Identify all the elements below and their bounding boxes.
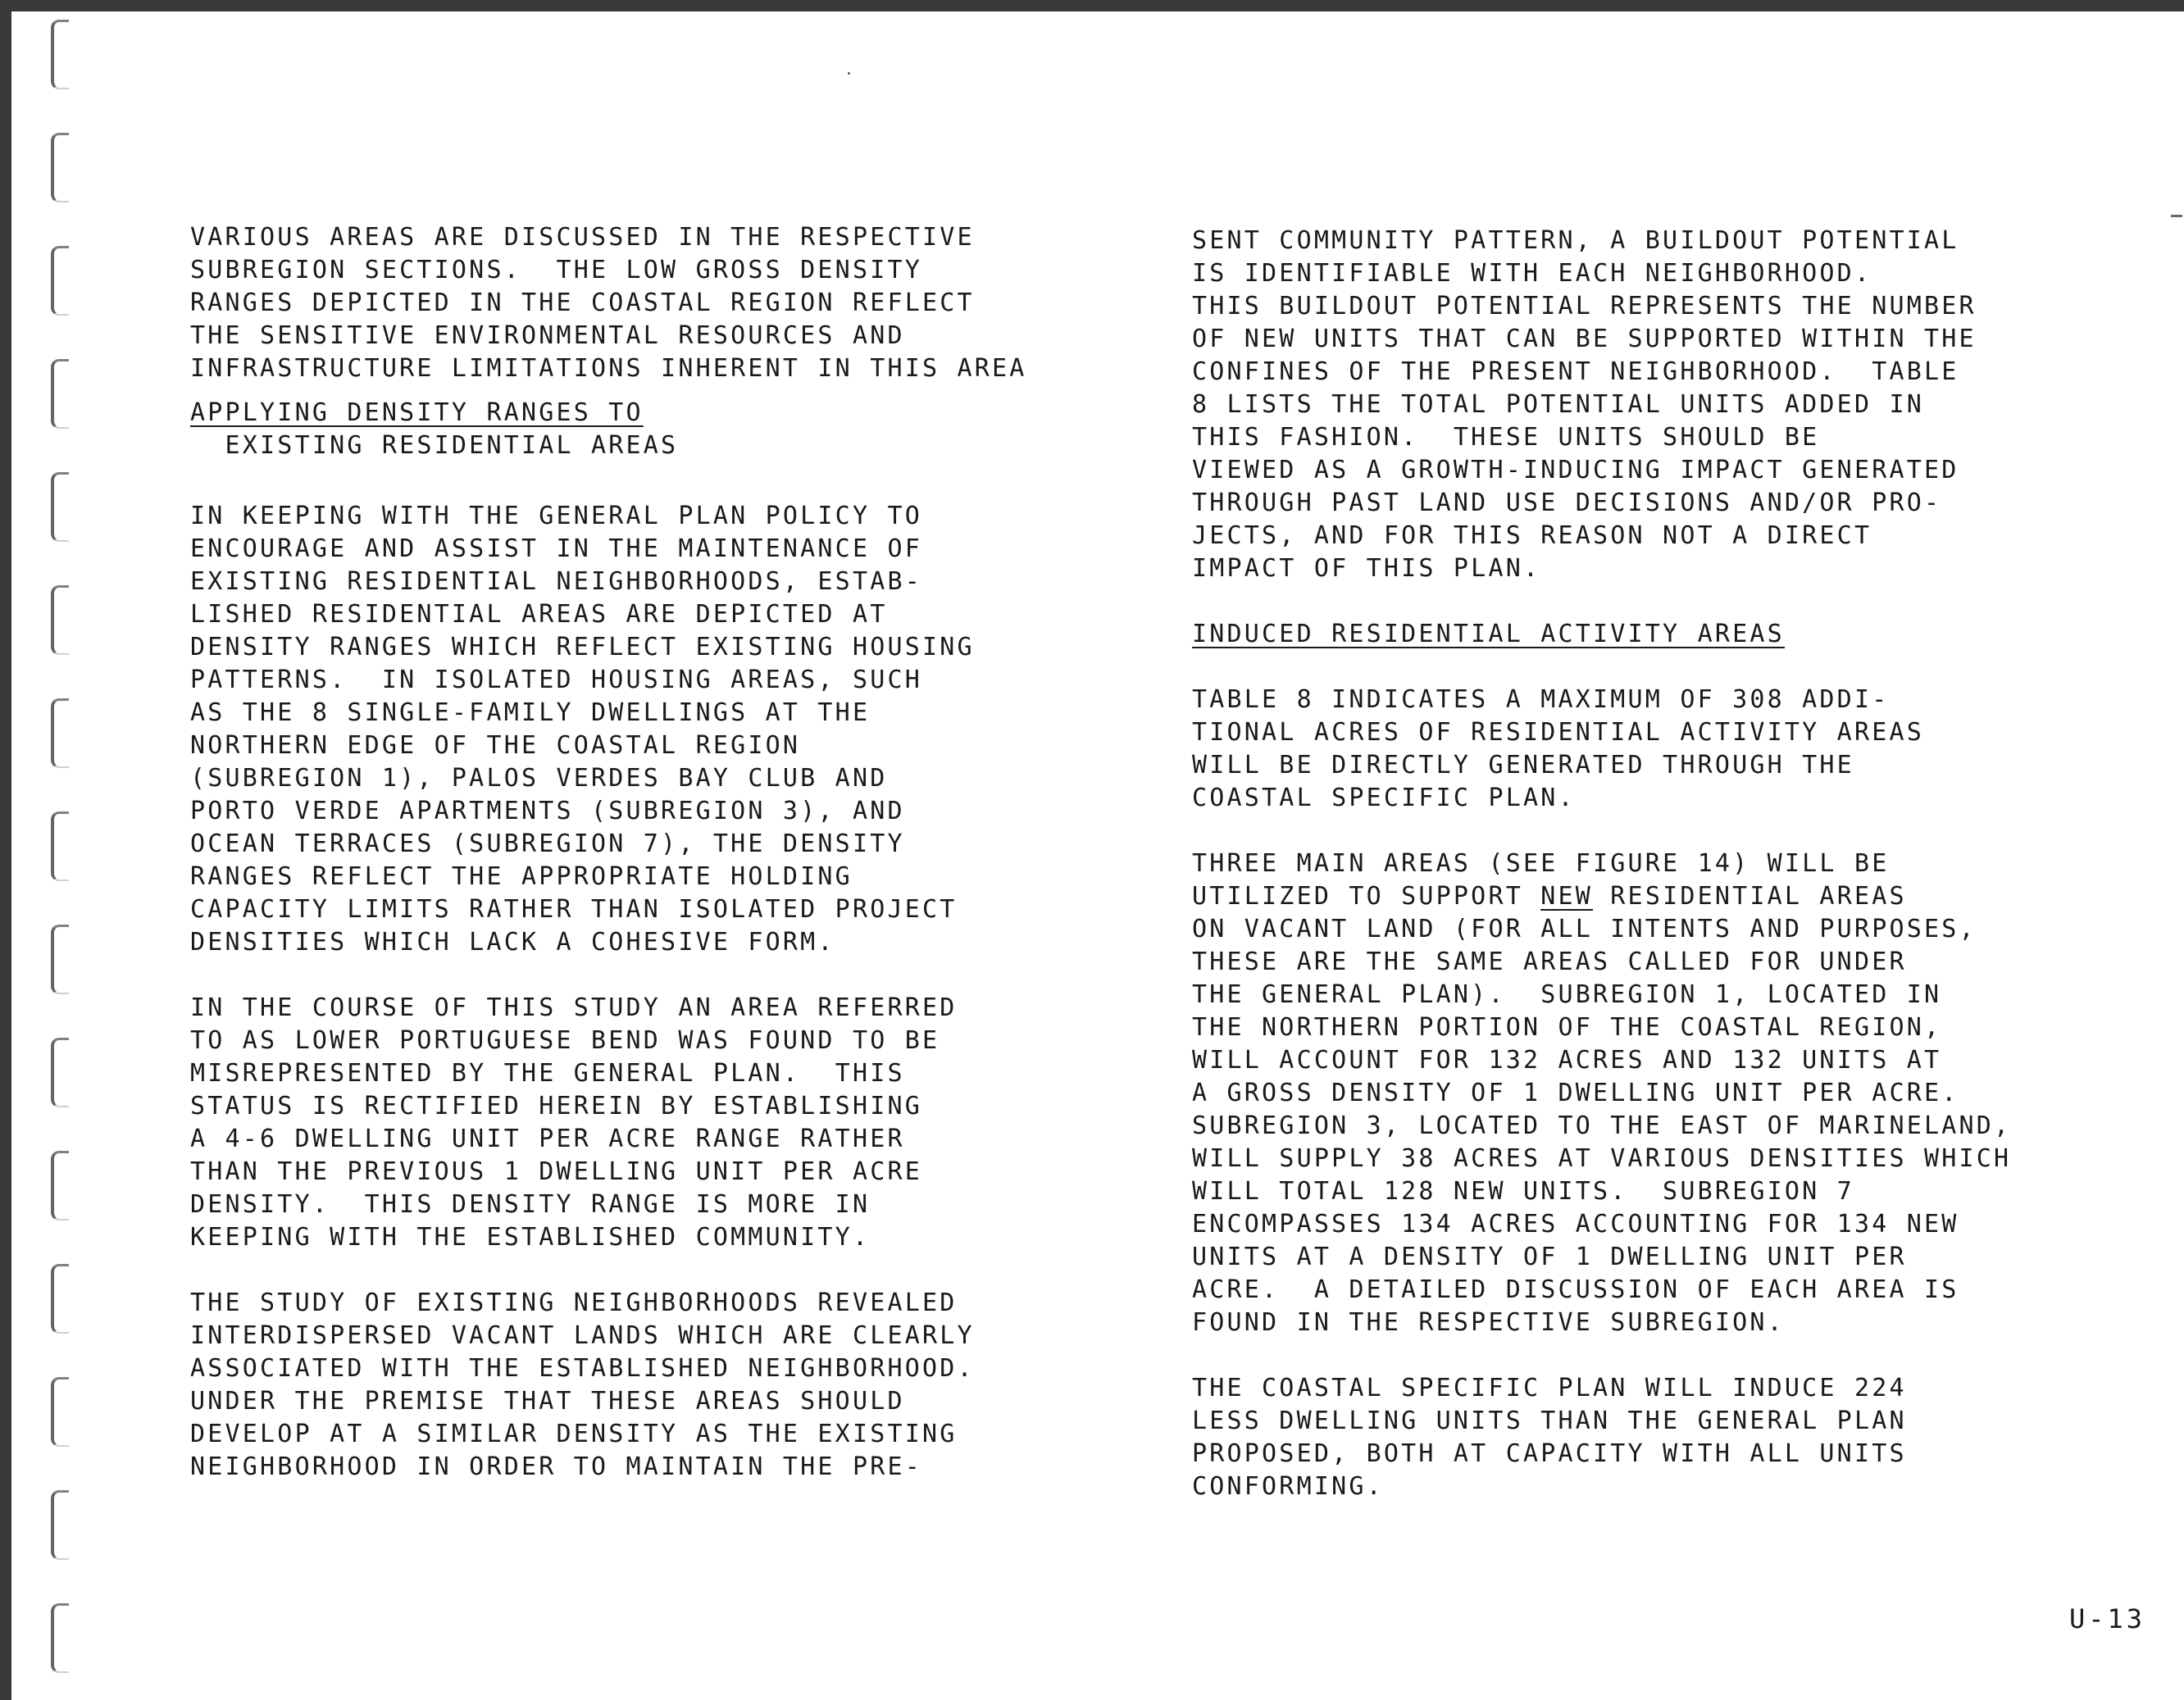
text-line: THIS BUILDOUT POTENTIAL REPRESENTS THE NUMBER (1192, 292, 1977, 320)
text-line: ON VACANT LAND (FOR ALL INTENTS AND PURPOSES, (1192, 915, 1977, 943)
text-line: DENSITIES WHICH LACK A COHESIVE FORM. (190, 928, 835, 957)
text-line: ASSOCIATED WITH THE ESTABLISHED NEIGHBORHOOD. (190, 1354, 975, 1383)
heading-line: EXISTING RESIDENTIAL AREAS (190, 431, 679, 460)
text-line: ENCOURAGE AND ASSIST IN THE MAINTENANCE OF (190, 534, 922, 563)
text-line: SUBREGION SECTIONS. THE LOW GROSS DENSITY (190, 256, 922, 284)
text-line: TABLE 8 INDICATES A MAXIMUM OF 308 ADDI- (1192, 685, 1890, 714)
heading-line: APPLYING DENSITY RANGES TO (190, 398, 644, 427)
binding-punch-mark (51, 811, 69, 881)
text-line: WILL ACCOUNT FOR 132 ACRES AND 132 UNITS AT (1192, 1046, 1942, 1075)
text-line: NORTHERN EDGE OF THE COASTAL REGION (190, 731, 801, 760)
text-line: INFRASTRUCTURE LIMITATIONS INHERENT IN THIS AREA (190, 354, 1027, 383)
paragraph (190, 992, 1027, 1254)
text-line: THE SENSITIVE ENVIRONMENTAL RESOURCES AND (190, 321, 905, 350)
text-line: JECTS, AND FOR THIS REASON NOT A DIRECT (1192, 521, 1872, 550)
text-line: THROUGH PAST LAND USE DECISIONS AND/OR PRO- (1192, 489, 1942, 517)
text-line: DEVELOP AT A SIMILAR DENSITY AS THE EXISTING (190, 1420, 958, 1448)
text-line: VIEWED AS A GROWTH-INDUCING IMPACT GENERATED (1192, 456, 1959, 484)
binding-punch-mark (51, 1264, 69, 1334)
text-line: ENCOMPASSES 134 ACRES ACCOUNTING FOR 134 NEW (1192, 1210, 1959, 1239)
edge-mark (2171, 215, 2182, 217)
text-line: CONFORMING. (1192, 1472, 1384, 1501)
binding-punch-mark (51, 1377, 69, 1447)
text-line: RANGES DEPICTED IN THE COASTAL REGION REFLECT (190, 289, 975, 317)
binding-punch-mark (51, 1038, 69, 1107)
text-line: OCEAN TERRACES (SUBREGION 7), THE DENSITY (190, 830, 905, 858)
binding-punch-mark (51, 359, 69, 429)
paragraph (190, 500, 1027, 959)
text-line: ACRE. A DETAILED DISCUSSION OF EACH AREA IS (1192, 1275, 1959, 1304)
text-line: VARIOUS AREAS ARE DISCUSSED IN THE RESPECTIVE (190, 223, 975, 252)
binding-punch-mark (51, 1490, 69, 1560)
text-fragment: UTILIZED TO SUPPORT (1192, 882, 1541, 911)
paragraph (190, 1287, 1027, 1484)
text-line: SENT COMMUNITY PATTERN, A BUILDOUT POTENTIAL (1192, 226, 1959, 255)
text-line: WILL TOTAL 128 NEW UNITS. SUBREGION 7 (1192, 1177, 1854, 1206)
text-line: EXISTING RESIDENTIAL NEIGHBORHOODS, ESTAB- (190, 567, 922, 596)
text-line: WILL BE DIRECTLY GENERATED THROUGH THE (1192, 751, 1854, 780)
text-line: OF NEW UNITS THAT CAN BE SUPPORTED WITHIN THE (1192, 325, 1977, 353)
text-line: THIS FASHION. THESE UNITS SHOULD BE (1192, 423, 1820, 452)
text-fragment: RESIDENTIAL AREAS (1593, 882, 1907, 911)
text-line: DENSITY. THIS DENSITY RANGE IS MORE IN (190, 1190, 871, 1219)
text-line: UNDER THE PREMISE THAT THESE AREAS SHOULD (190, 1387, 905, 1416)
text-line: IN KEEPING WITH THE GENERAL PLAN POLICY TO (190, 502, 922, 530)
text-line: TO AS LOWER PORTUGUESE BEND WAS FOUND TO BE (190, 1026, 940, 1055)
text-line: COASTAL SPECIFIC PLAN. (1192, 784, 1576, 812)
text-line: PORTO VERDE APARTMENTS (SUBREGION 3), AND (190, 797, 905, 825)
scan-speck (848, 72, 850, 75)
text-line (1192, 880, 2011, 913)
text-line: IN THE COURSE OF THIS STUDY AN AREA REFERRED (190, 993, 958, 1022)
text-line: THE GENERAL PLAN). SUBREGION 1, LOCATED IN (1192, 980, 1942, 1009)
text-line: (SUBREGION 1), PALOS VERDES BAY CLUB AND (190, 764, 888, 793)
text-line: CONFINES OF THE PRESENT NEIGHBORHOOD. TABLE (1192, 357, 1959, 386)
binding-punch-mark (51, 246, 69, 316)
text-line: AS THE 8 SINGLE-FAMILY DWELLINGS AT THE (190, 698, 871, 727)
section-heading: INDUCED RESIDENTIAL ACTIVITY AREAS (1192, 620, 1785, 648)
binding-punch-mark (51, 20, 69, 89)
text-line: KEEPING WITH THE ESTABLISHED COMMUNITY. (190, 1223, 871, 1252)
text-line: UNITS AT A DENSITY OF 1 DWELLING UNIT PER (1192, 1243, 1907, 1271)
text-line: DENSITY RANGES WHICH REFLECT EXISTING HOUSING (190, 633, 975, 661)
text-line: THAN THE PREVIOUS 1 DWELLING UNIT PER ACRE (190, 1157, 922, 1186)
text-line: STATUS IS RECTIFIED HEREIN BY ESTABLISHING (190, 1092, 922, 1120)
text-line: THREE MAIN AREAS (SEE FIGURE 14) WILL BE (1192, 849, 1890, 878)
text-line: THE COASTAL SPECIFIC PLAN WILL INDUCE 224 (1192, 1374, 1907, 1402)
binding-punch-mark (51, 698, 69, 768)
text-line: A 4-6 DWELLING UNIT PER ACRE RANGE RATHER (190, 1125, 905, 1153)
text-line: IS IDENTIFIABLE WITH EACH NEIGHBORHOOD. (1192, 259, 1872, 288)
paragraph (1192, 225, 2011, 585)
binding-punch-mark (51, 1603, 69, 1673)
text-line: WILL SUPPLY 38 ACRES AT VARIOUS DENSITIES WHICH (1192, 1144, 2012, 1173)
paragraph (1192, 1372, 2011, 1503)
text-line: A GROSS DENSITY OF 1 DWELLING UNIT PER ACRE. (1192, 1079, 1959, 1107)
binding-punch-mark (51, 133, 69, 202)
binding-punch-mark (51, 585, 69, 655)
text-line: THE STUDY OF EXISTING NEIGHBORHOODS REVEALED (190, 1289, 958, 1317)
emphasized-word: NEW (1540, 882, 1594, 911)
text-line: INTERDISPERSED VACANT LANDS WHICH ARE CLEARLY (190, 1321, 975, 1350)
left-column (190, 221, 1027, 1484)
page-number: U-13 (2069, 1603, 2146, 1634)
text-line: PROPOSED, BOTH AT CAPACITY WITH ALL UNITS (1192, 1439, 1907, 1468)
paragraph (1192, 848, 2011, 1339)
binding-punch-mark (51, 1151, 69, 1220)
binding-punch-mark (51, 925, 69, 994)
text-line: MISREPRESENTED BY THE GENERAL PLAN. THIS (190, 1059, 905, 1088)
text-line: NEIGHBORHOOD IN ORDER TO MAINTAIN THE PRE- (190, 1452, 922, 1481)
paragraph (1192, 684, 2011, 815)
text-line: THE NORTHERN PORTION OF THE COASTAL REGION, (1192, 1013, 1942, 1042)
document-page (11, 11, 2184, 1700)
text-line: 8 LISTS THE TOTAL POTENTIAL UNITS ADDED IN (1192, 390, 1924, 419)
text-line: LISHED RESIDENTIAL AREAS ARE DEPICTED AT (190, 600, 888, 629)
section-heading (190, 397, 1027, 462)
text-line: RANGES REFLECT THE APPROPRIATE HOLDING (190, 862, 853, 891)
text-line: LESS DWELLING UNITS THAN THE GENERAL PLAN (1192, 1407, 1907, 1435)
text-line: FOUND IN THE RESPECTIVE SUBREGION. (1192, 1308, 1785, 1337)
text-line: PATTERNS. IN ISOLATED HOUSING AREAS, SUCH (190, 666, 922, 694)
binding-punch-mark (51, 472, 69, 542)
text-line: IMPACT OF THIS PLAN. (1192, 554, 1541, 583)
right-column (1192, 225, 2011, 1503)
intro-paragraph (190, 221, 1027, 385)
text-line: SUBREGION 3, LOCATED TO THE EAST OF MARINELAND, (1192, 1111, 2012, 1140)
text-line: CAPACITY LIMITS RATHER THAN ISOLATED PROJECT (190, 895, 958, 924)
text-line: THESE ARE THE SAME AREAS CALLED FOR UNDER (1192, 948, 1907, 976)
text-line: TIONAL ACRES OF RESIDENTIAL ACTIVITY AREAS (1192, 718, 1924, 747)
